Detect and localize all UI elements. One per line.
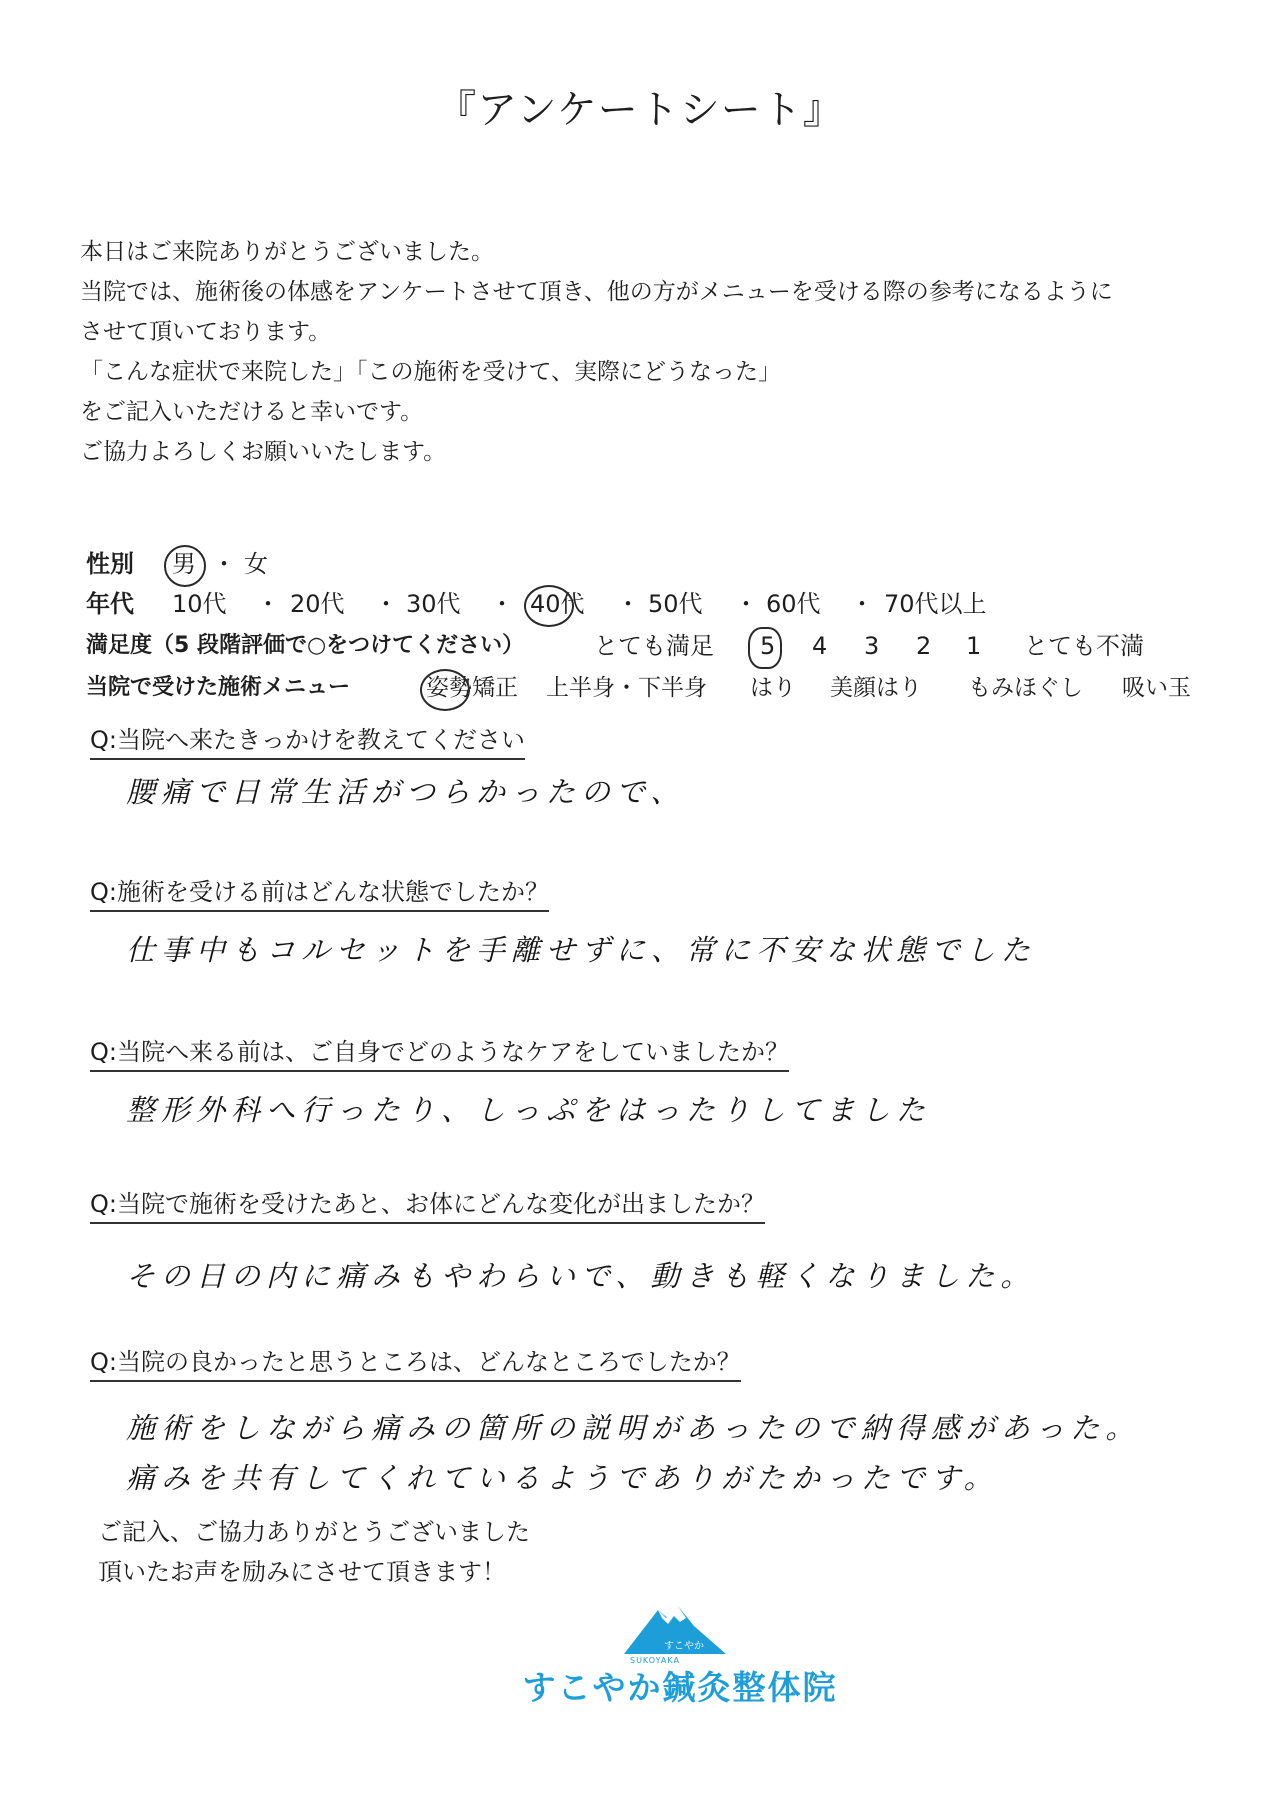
- intro-line: 当院では、施術後の体感をアンケートさせて頂き、他の方がメニューを受ける際の参考になるように: [80, 279, 1113, 305]
- gender-label: 性別: [86, 550, 134, 578]
- separator-dot: ・: [212, 550, 236, 578]
- age-option-30s[interactable]: 30代: [406, 590, 461, 618]
- intro-paragraph: [80, 232, 1220, 472]
- question-1: Q:当院へ来たきっかけを教えてください: [90, 724, 525, 760]
- separator-dot: ・: [374, 590, 398, 618]
- age-option-70plus[interactable]: 70代以上: [884, 590, 987, 618]
- answer-4: その日の内に痛みもやわらいで、動きも軽くなりました。: [126, 1259, 1036, 1293]
- age-label: 年代: [86, 590, 134, 618]
- satisfaction-high-label: とても満足: [594, 632, 714, 660]
- question-2: Q:施術を受ける前はどんな状態でしたか？: [90, 876, 549, 912]
- question-5: Q:当院の良かったと思うところは、どんなところでしたか？: [90, 1346, 741, 1382]
- answer-2: 仕事中もコルセットを手離せずに、常に不安な状態でした: [126, 933, 1037, 967]
- intro-line: 「こんな症状で来院した」「この施術を受けて、実際にどうなった」: [80, 359, 782, 385]
- separator-dot: ・: [256, 590, 280, 618]
- satisfaction-score-1[interactable]: 1: [966, 632, 982, 660]
- satisfaction-score-3[interactable]: 3: [864, 632, 880, 660]
- menu-label: 当院で受けた施術メニュー: [86, 675, 351, 700]
- age-option-50s[interactable]: 50代: [648, 590, 703, 618]
- age-row: [86, 584, 1046, 624]
- closing-line: 頂いたお声を励みにさせて頂きます！: [98, 1558, 506, 1586]
- gender-option-female[interactable]: 女: [244, 550, 268, 578]
- document-title: 『アンケートシート』: [436, 87, 844, 133]
- menu-option-cupping[interactable]: 吸い玉: [1122, 675, 1191, 701]
- age-option-10s[interactable]: 10代: [172, 590, 227, 618]
- separator-dot: ・: [850, 590, 874, 618]
- menu-option-acupuncture[interactable]: はり: [750, 675, 796, 701]
- separator-dot: ・: [616, 590, 640, 618]
- age-option-60s[interactable]: 60代: [766, 590, 821, 618]
- closing-line: ご記入、ご協力ありがとうございました: [98, 1518, 530, 1546]
- answer-5-line-1: 施術をしながら痛みの箇所の説明があったので納得感があった。: [126, 1411, 1141, 1445]
- satisfaction-label: 満足度（5 段階評価で○をつけてください）: [86, 633, 525, 658]
- separator-dot: ・: [490, 590, 514, 618]
- answer-1: 腰痛で日常生活がつらかったので、: [126, 775, 686, 809]
- closing-message: [98, 1512, 530, 1592]
- satisfaction-score-5[interactable]: 5: [760, 626, 775, 666]
- satisfaction-score-4[interactable]: 4: [812, 632, 828, 660]
- satisfaction-row: [86, 626, 1186, 666]
- satisfaction-low-label: とても不満: [1024, 632, 1144, 660]
- logo-text: すこやか: [664, 1641, 704, 1652]
- clinic-name: すこやか鍼灸整体院: [522, 1668, 838, 1707]
- menu-row: [86, 668, 1206, 708]
- intro-line: させて頂いております。: [80, 319, 332, 345]
- question-3: Q:当院へ来る前は、ご自身でどのようなケアをしていましたか？: [90, 1036, 789, 1072]
- answer-5-line-2: 痛みを共有してくれているようでありがたかったです。: [126, 1461, 999, 1495]
- logo-subtext: SUKOYAKA: [630, 1656, 680, 1665]
- menu-option-massage[interactable]: もみほぐし: [968, 675, 1083, 701]
- answer-3: 整形外科へ行ったり、しっぷをはったりしてました: [126, 1093, 932, 1127]
- intro-line: 本日はご来院ありがとうございました。: [80, 239, 494, 265]
- gender-option-male[interactable]: 男: [172, 544, 196, 584]
- separator-dot: ・: [734, 590, 758, 618]
- menu-option-posture[interactable]: 姿勢矯正: [426, 668, 518, 708]
- menu-option-facial-acupuncture[interactable]: 美顔はり: [830, 675, 922, 701]
- intro-line: をご記入いただけると幸いです。: [80, 399, 424, 425]
- age-option-20s[interactable]: 20代: [290, 590, 345, 618]
- satisfaction-score-2[interactable]: 2: [916, 632, 932, 660]
- intro-line: ご協力よろしくお願いいたします。: [80, 439, 447, 465]
- gender-row: [86, 544, 386, 584]
- menu-option-upper-lower[interactable]: 上半身・下半身: [546, 675, 707, 701]
- age-option-40s[interactable]: 40代: [530, 584, 585, 624]
- question-4: Q:当院で施術を受けたあと、お体にどんな変化が出ましたか？: [90, 1188, 765, 1224]
